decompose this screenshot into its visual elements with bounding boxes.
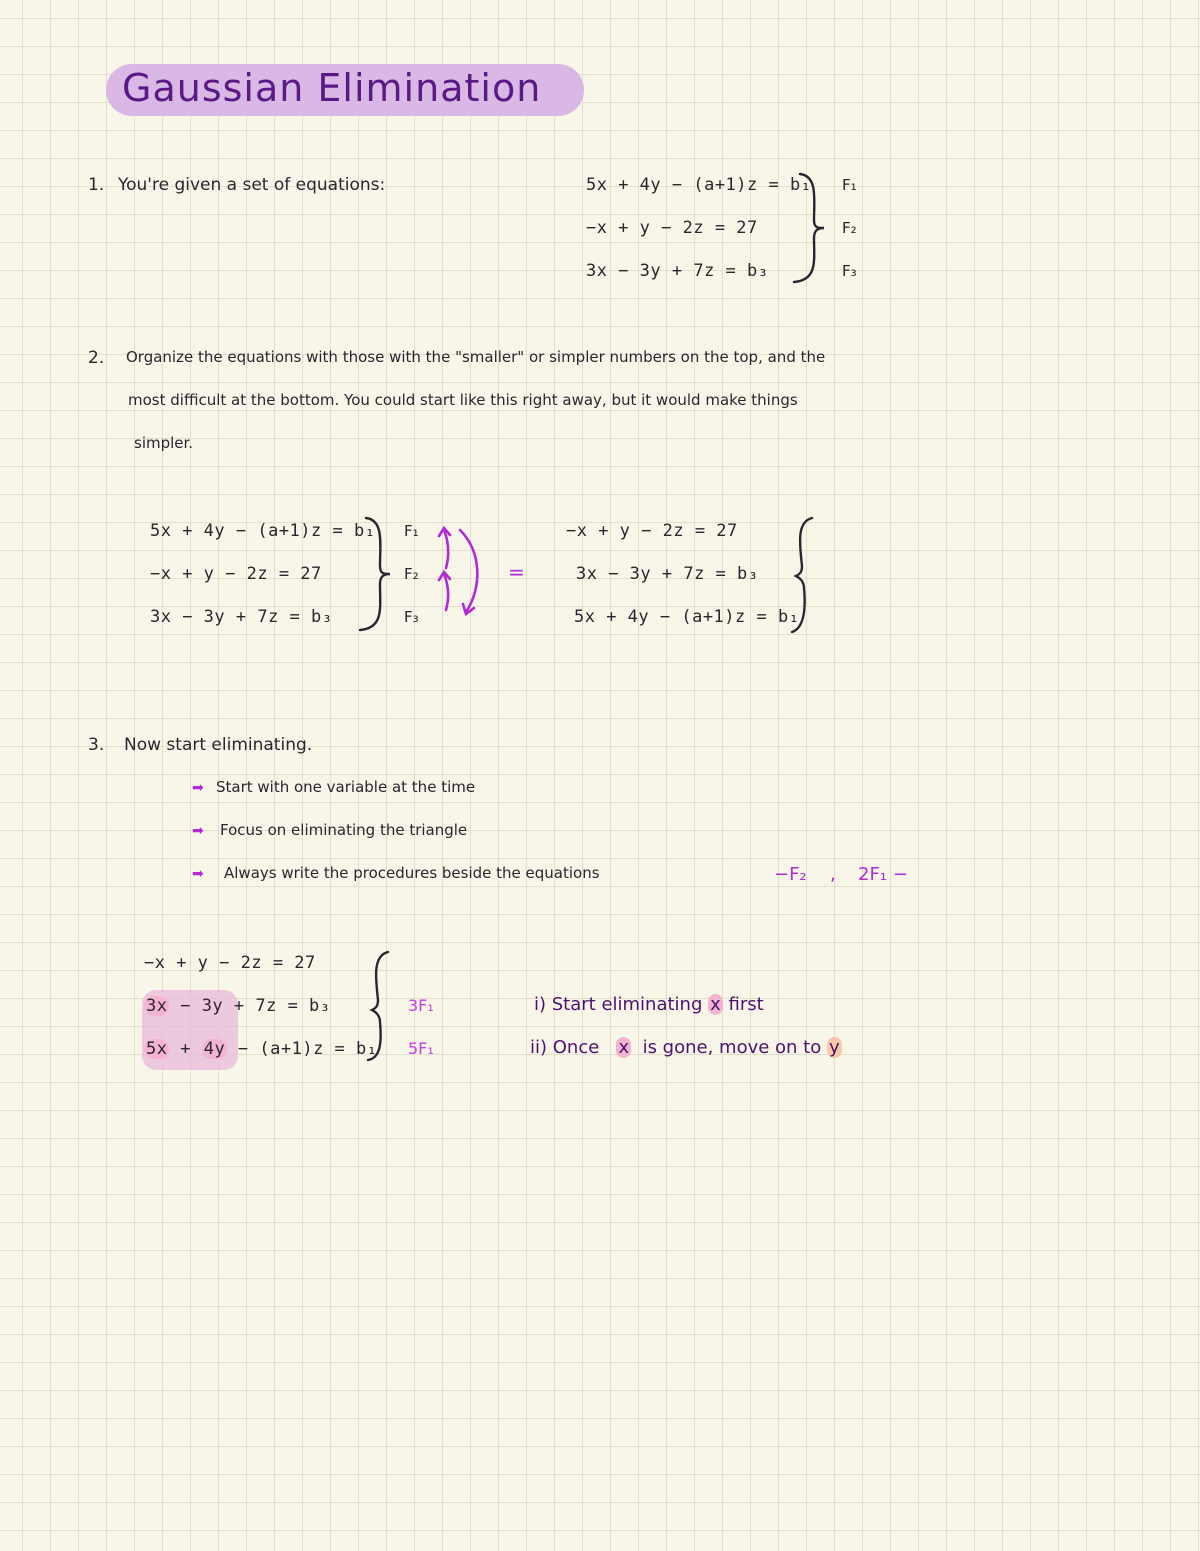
note-2-variable-y: y: [829, 1037, 840, 1058]
step3-equation-3: 5x + 4y − (a+1)z = b₁: [146, 1039, 378, 1059]
step3-title: Now start eliminating.: [124, 735, 313, 755]
step2-number: 2.: [88, 348, 105, 368]
y-coefficient-highlight: 4y: [203, 1039, 226, 1059]
step2-line-3: simpler.: [134, 434, 194, 452]
step2-line-2: most difficult at the bottom. You could start like this right away, but it would make things: [128, 391, 798, 409]
x-coefficient-highlight: 3x: [146, 996, 168, 1016]
bullet-arrow-icon: ➡: [192, 780, 204, 796]
step3-equation-1: −x + y − 2z = 27: [144, 953, 316, 973]
step2-left-brace-icon: [358, 514, 398, 634]
step3-number: 3.: [88, 735, 105, 755]
op-label-2: 5F₁: [408, 1039, 434, 1058]
note-1: i) Start eliminating x first: [534, 994, 764, 1015]
step3-equation-2: 3x − 3y + 7z = b₃: [146, 996, 331, 1016]
step2-right-equation-2: 3x − 3y + 7z = b₃: [576, 564, 759, 584]
procedure-example-1: −F₂: [774, 864, 807, 885]
step2-label-1: F₁: [404, 522, 419, 540]
note-1-variable: x: [710, 994, 721, 1015]
swap-arrows-icon: [430, 524, 490, 624]
step1-label-1: F₁: [842, 176, 857, 194]
step2-label-3: F₃: [404, 608, 419, 626]
step2-left-equation-1: 5x + 4y − (a+1)z = b₁: [150, 521, 376, 541]
step1-equation-2: −x + y − 2z = 27: [586, 218, 758, 238]
step1-number: 1.: [88, 175, 105, 195]
x-coefficient-highlight: 5x: [146, 1039, 168, 1059]
step1-equation-3: 3x − 3y + 7z = b₃: [586, 261, 769, 281]
step1-label-2: F₂: [842, 219, 857, 237]
procedure-example-sep: ,: [830, 864, 836, 885]
step1-text: You're given a set of equations:: [118, 175, 386, 195]
step2-right-equation-3: 5x + 4y − (a+1)z = b₁: [574, 607, 800, 627]
step3-bullet-1: Start with one variable at the time: [216, 778, 476, 796]
step3-brace-icon: [368, 948, 408, 1068]
step1-equation-1: 5x + 4y − (a+1)z = b₁: [586, 175, 812, 195]
step2-label-2: F₂: [404, 565, 419, 583]
note-2-variable: x: [618, 1037, 630, 1058]
step2-left-equation-3: 3x − 3y + 7z = b₃: [150, 607, 333, 627]
procedure-example-2: 2F₁ −: [858, 864, 908, 885]
step2-equals: =: [508, 560, 525, 584]
step3-bullet-2: Focus on eliminating the triangle: [220, 821, 468, 839]
op-label-1: 3F₁: [408, 996, 434, 1015]
page-title: Gaussian Elimination: [122, 66, 542, 110]
step2-line-1: Organize the equations with those with the "smaller" or simpler numbers on the top, and the: [126, 348, 826, 366]
step2-right-brace-icon: [792, 514, 832, 634]
bullet-arrow-icon: ➡: [192, 866, 204, 882]
step2-right-equation-1: −x + y − 2z = 27: [566, 521, 738, 541]
step3-bullet-3: Always write the procedures beside the equations: [224, 864, 600, 882]
note-2: ii) Once x is gone, move on to y: [530, 1037, 840, 1058]
step2-left-equation-2: −x + y − 2z = 27: [150, 564, 322, 584]
bullet-arrow-icon: ➡: [192, 823, 204, 839]
step1-label-3: F₃: [842, 262, 857, 280]
step1-brace-icon: [792, 170, 832, 286]
